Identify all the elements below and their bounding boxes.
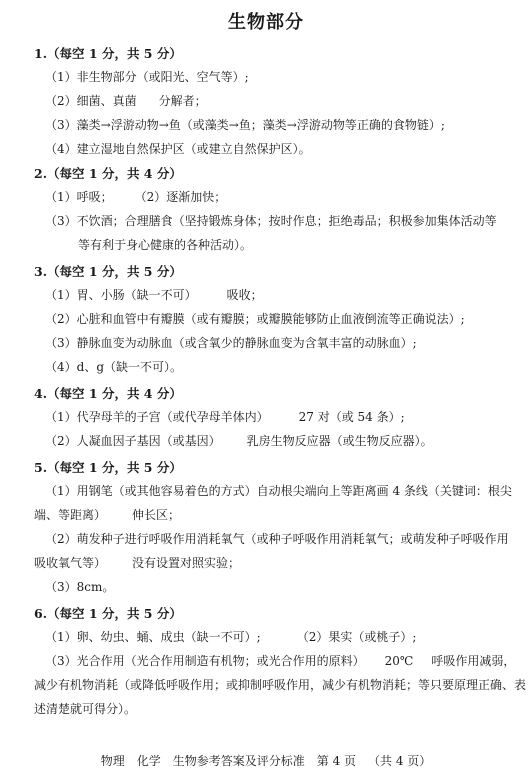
q4-answer-2-part-b: 乳房生物反应器（或生物反应器）。 bbox=[246, 434, 433, 448]
question-1-answer-2 bbox=[45, 92, 207, 109]
q5-answer-1-part-b: 伸长区； bbox=[132, 508, 181, 522]
question-3-answer-4: （4）d、g（缺一不可）。 bbox=[45, 360, 182, 374]
q6-answer-2-part-c: 呼吸作用减弱， bbox=[431, 654, 516, 668]
footer-subject-chemistry: 化学 bbox=[136, 754, 161, 768]
question-6-answer-1 bbox=[45, 628, 416, 645]
footer-subject-physics: 物理 bbox=[100, 754, 125, 768]
q5-answer-2-part-b: 没有设置对照实验； bbox=[132, 556, 241, 570]
q4-answer-1-part-a: （1）代孕母羊的子宫（或代孕母羊体内） bbox=[45, 410, 269, 424]
q4-answer-1-part-b: 27 对（或 54 条）; bbox=[298, 410, 405, 424]
q6-answer-2-part-a: （3）光合作用（光合作用制造有机物；或光合作用的原料） bbox=[45, 654, 365, 668]
question-5-answer-2: （2）萌发种子进行呼吸作用消耗氧气（或种子呼吸作用消耗氧气；或萌发种子呼吸作用 bbox=[45, 532, 509, 546]
q4-answer-2-part-a: （2）人凝血因子基因（或基因） bbox=[45, 434, 221, 448]
question-3-answer-3: （3）静脉血变为动脉血（或含氧少的静脉血变为含氧丰富的动脉血）; bbox=[45, 336, 417, 350]
q5-answer-2-part-a: 吸收氧气等） bbox=[34, 556, 107, 570]
footer-document-title: 生物参考答案及评分标准 bbox=[172, 754, 305, 768]
footer-page-total: （共 4 页） bbox=[368, 754, 432, 768]
q2-answer-1-part-b: （2）逐渐加快； bbox=[134, 190, 227, 204]
question-6-answer-2-continued-2: 述清楚就可得分）。 bbox=[34, 702, 137, 716]
q3-answer-1-part-b: 吸收； bbox=[226, 288, 263, 302]
question-2-answer-1 bbox=[45, 188, 226, 205]
question-3-heading: 3.（每空 1 分，共 5 分） bbox=[34, 264, 182, 279]
question-6-answer-2 bbox=[45, 652, 515, 669]
question-5-answer-1: （1）用钢笔（或其他容易着色的方式）自动根尖端向上等距离画 4 条线（关键词：根尖 bbox=[45, 484, 512, 498]
question-1-answer-1: （1）非生物部分（或阳光、空气等）; bbox=[45, 70, 249, 84]
question-2-answer-2-continued: 等有利于身心健康的各种活动）。 bbox=[78, 238, 253, 252]
question-1-answer-3: （3）藻类→浮游动物→鱼（或藻类→鱼；藻类→浮游动物等正确的食物链）; bbox=[45, 118, 445, 132]
page-title: 生物部分 bbox=[228, 12, 304, 33]
question-5-answer-2-continued bbox=[34, 554, 240, 571]
question-6-heading: 6.（每空 1 分，共 5 分） bbox=[34, 606, 182, 621]
q1-answer-2-part-b: 分解者； bbox=[158, 94, 207, 108]
q3-answer-1-part-a: （1）胃、小肠（缺一不可） bbox=[45, 288, 197, 302]
question-5-answer-1-continued bbox=[34, 506, 180, 523]
question-4-answer-1 bbox=[45, 408, 405, 425]
q6-answer-1-part-a: （1）卵、幼虫、蛹、成虫（缺一不可）; bbox=[45, 630, 261, 644]
question-4-answer-2 bbox=[45, 432, 433, 449]
question-6-answer-2-continued: 减少有机物消耗（或降低呼吸作用；或抑制呼吸作用，减少有机物消耗；等只要原理正确、表 bbox=[34, 678, 527, 692]
question-3-answer-2: （2）心脏和血管中有瓣膜（或有瓣膜；或瓣膜能够防止血液倒流等正确说法）; bbox=[45, 312, 465, 326]
q6-answer-1-part-b: （2）果实（或桃子）; bbox=[296, 630, 417, 644]
question-2-answer-2: （3）不饮酒；合理膳食（坚持锻炼身体；按时作息；拒绝毒品；积极参加集体活动等 bbox=[45, 214, 497, 228]
question-5-answer-3: （3）8cm。 bbox=[45, 580, 115, 594]
q2-answer-1-part-a: （1）呼吸； bbox=[45, 190, 113, 204]
question-1-heading: 1.（每空 1 分，共 5 分） bbox=[34, 46, 182, 61]
page-footer bbox=[0, 752, 532, 769]
question-3-answer-1 bbox=[45, 286, 263, 303]
question-2-heading: 2.（每空 1 分，共 4 分） bbox=[34, 166, 182, 181]
q6-answer-2-temperature: 20℃ bbox=[384, 654, 414, 668]
footer-page-number: 第 4 页 bbox=[316, 754, 357, 768]
q1-answer-2-part-a: （2）细菌、真菌 bbox=[45, 94, 137, 108]
question-5-heading: 5.（每空 1 分，共 5 分） bbox=[34, 460, 182, 475]
question-4-heading: 4.（每空 1 分，共 4 分） bbox=[34, 386, 182, 401]
question-1-answer-4: （4）建立湿地自然保护区（或建立自然保护区）。 bbox=[45, 142, 311, 156]
q5-answer-1-part-a: 端、等距离） bbox=[34, 508, 107, 522]
